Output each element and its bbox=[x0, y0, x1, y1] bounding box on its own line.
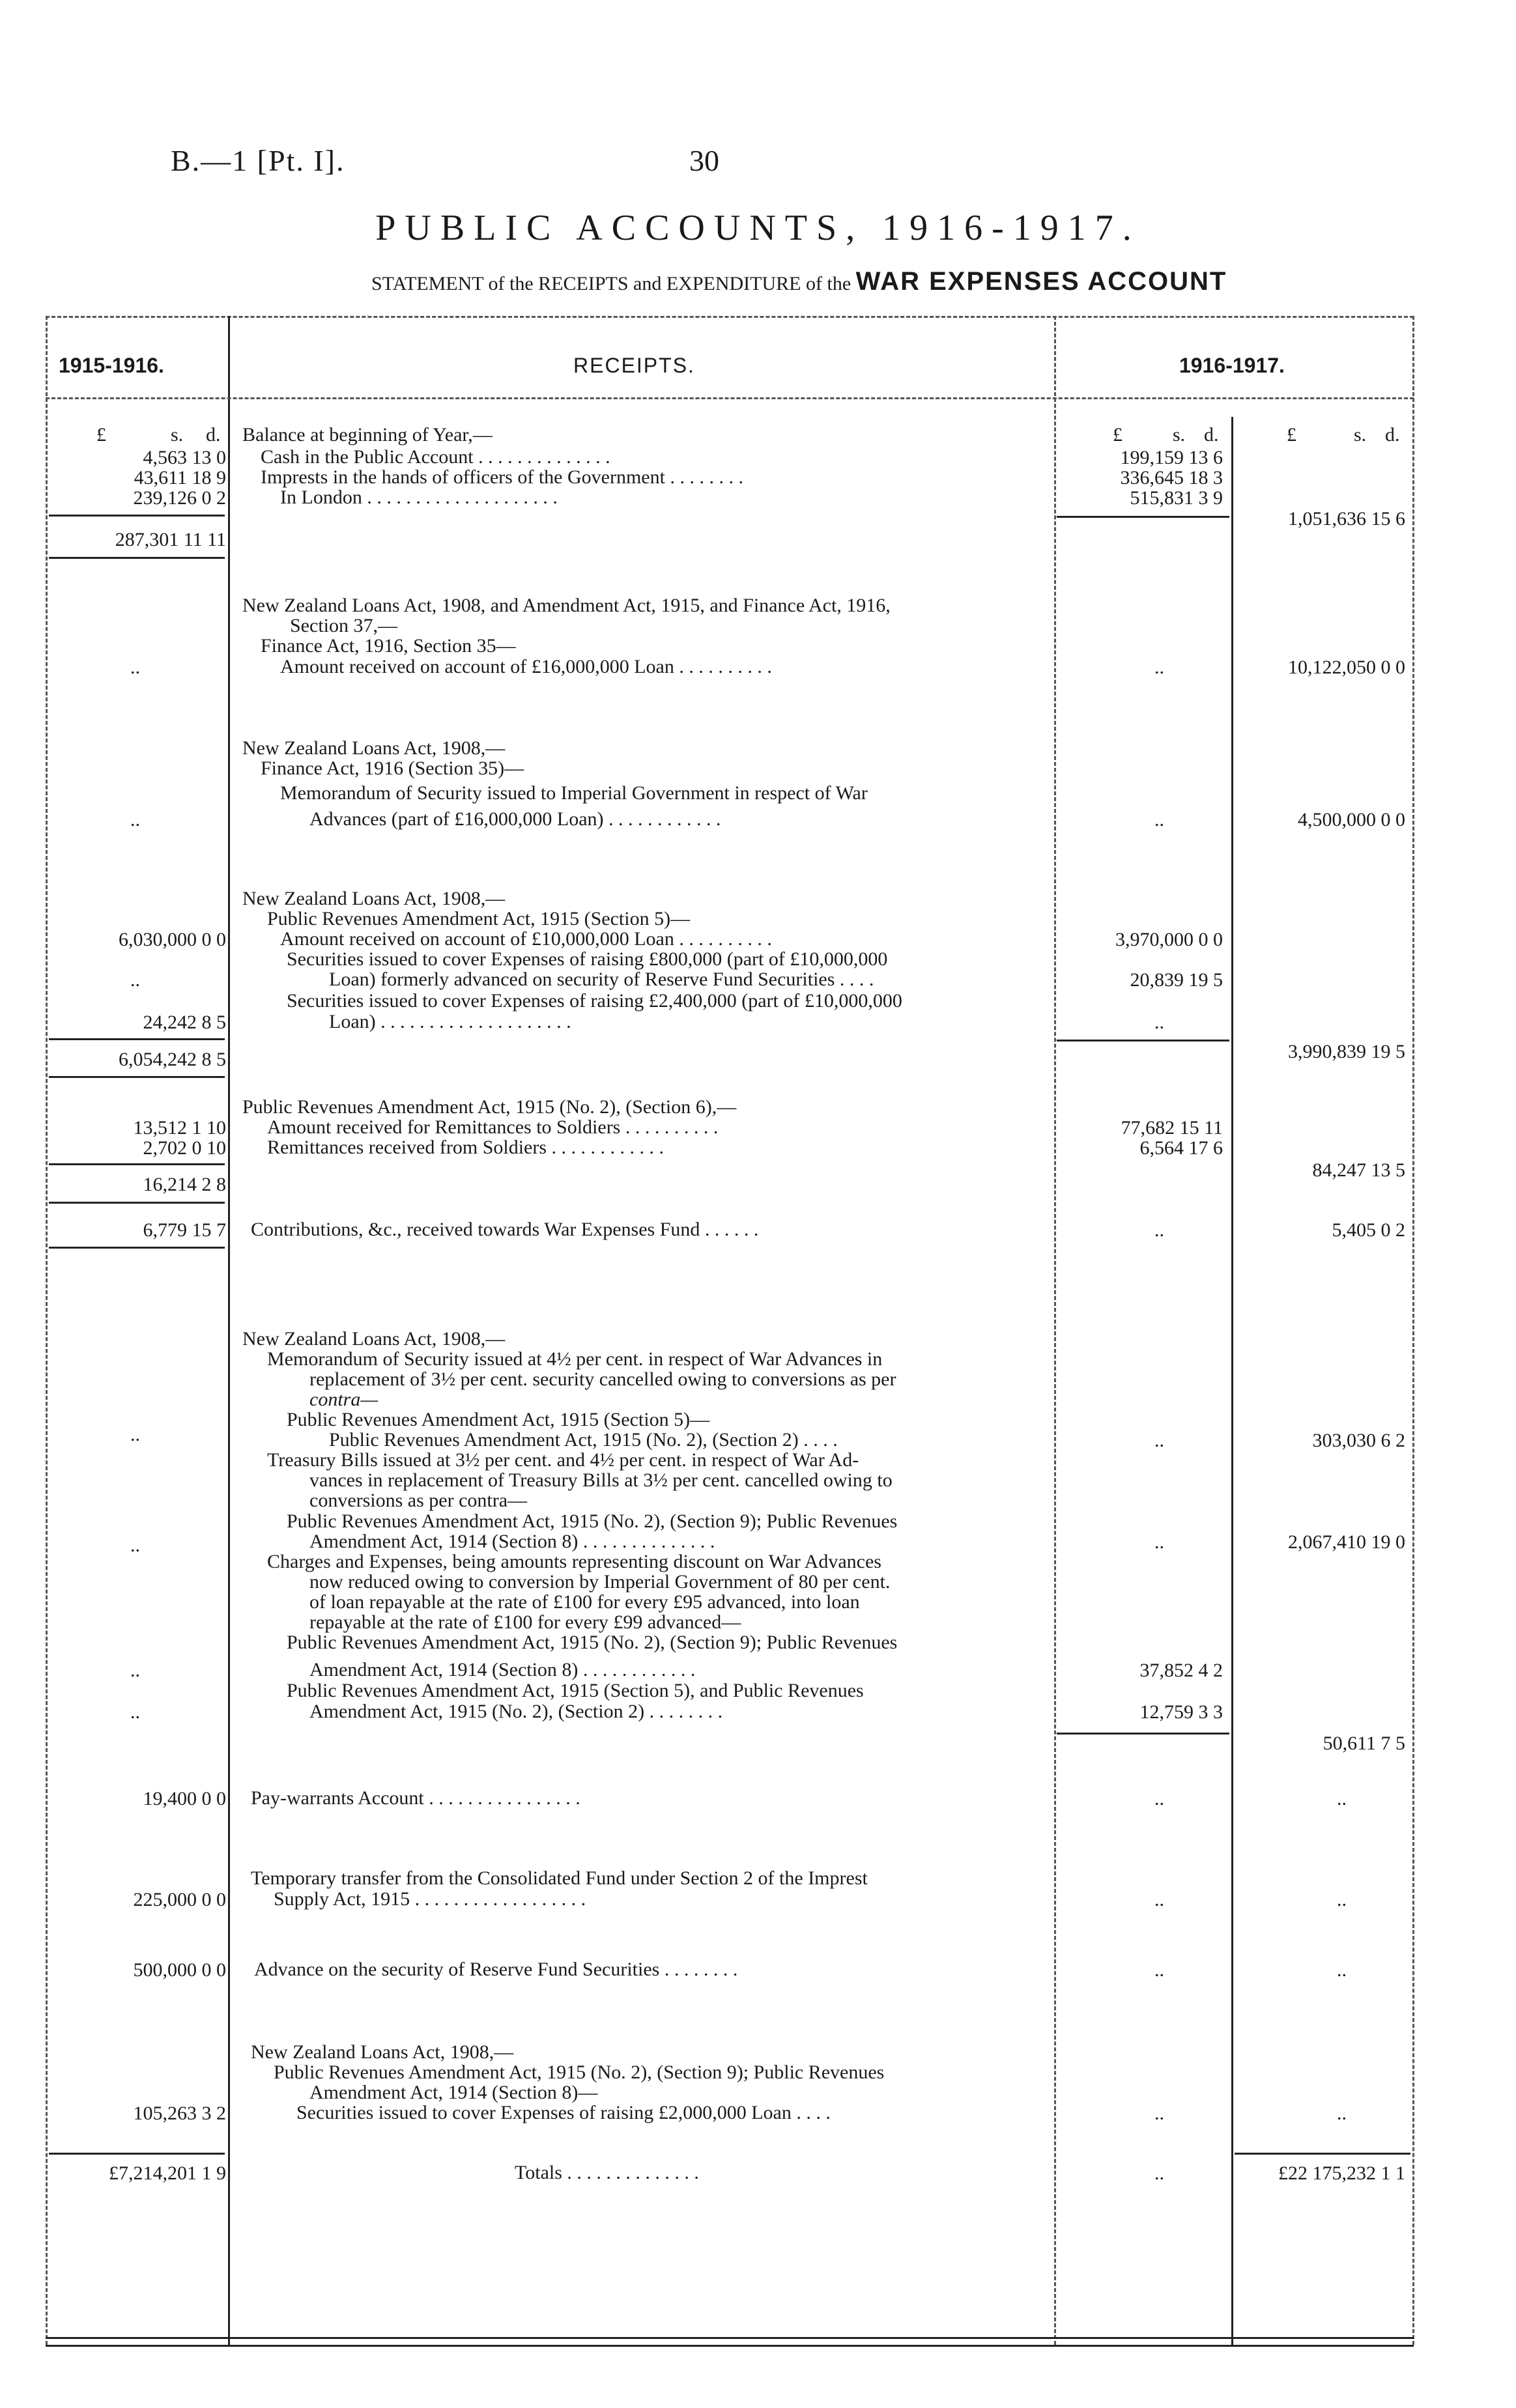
right-amount: 303,030 6 2 bbox=[1312, 1430, 1405, 1451]
column-heading-receipts: RECEIPTS. bbox=[573, 354, 695, 377]
receipt-line: Public Revenues Amendment Act, 1915 (No. 2), (Section 9); Public Revenues bbox=[287, 1510, 898, 1532]
subtotal-rule bbox=[49, 1163, 225, 1165]
left-amount: 6,030,000 0 0 bbox=[119, 929, 226, 950]
total-rule bbox=[1235, 2153, 1410, 2155]
receipt-line: Amendment Act, 1914 (Section 8)— bbox=[309, 2082, 598, 2103]
right-border bbox=[1412, 316, 1414, 2345]
left-amount: 500,000 0 0 bbox=[133, 1959, 226, 1981]
right-amount: 2,067,410 19 0 bbox=[1288, 1531, 1405, 1553]
receipt-line: New Zealand Loans Act, 1908, and Amendment Act, 1915, and Finance Act, 1916, bbox=[242, 595, 891, 616]
mid-amount: .. bbox=[1154, 657, 1164, 678]
statement-subtitle bbox=[371, 267, 1227, 296]
receipt-line: Finance Act, 1916, Section 35— bbox=[261, 635, 516, 657]
left-amount: 105,263 3 2 bbox=[133, 2103, 226, 2124]
receipt-line: of loan repayable at the rate of £100 for every £95 advanced, into loan bbox=[309, 1591, 860, 1613]
receipt-line: Public Revenues Amendment Act, 1915 (Section 5)— bbox=[267, 908, 691, 929]
col-divider-mid bbox=[1054, 316, 1056, 2345]
mid-amount: .. bbox=[1154, 1219, 1164, 1241]
unit-shilling-right: s. bbox=[1354, 424, 1367, 446]
receipt-line: Balance at beginning of Year,— bbox=[242, 424, 493, 446]
receipt-line: Amendment Act, 1914 (Section 8) . . . . . . . . . . . . bbox=[309, 1659, 696, 1680]
mid-amount: 336,645 18 3 bbox=[1120, 467, 1223, 489]
receipt-line: Amount received for Remittances to Soldiers . . . . . . . . . . bbox=[267, 1116, 719, 1138]
total-rule bbox=[49, 2153, 225, 2155]
totals-label: Totals . . . . . . . . . . . . . . bbox=[515, 2162, 699, 2183]
mid-amount: .. bbox=[1154, 1430, 1164, 1451]
receipt-line: New Zealand Loans Act, 1908,— bbox=[242, 1328, 506, 1350]
receipt-line: Loan) formerly advanced on security of Reserve Fund Securities . . . . bbox=[329, 969, 874, 990]
subtotal-rule bbox=[1057, 516, 1229, 518]
mid-amount: 515,831 3 9 bbox=[1130, 487, 1223, 509]
subtitle-small: STATEMENT of the RECEIPTS and EXPENDITURE of the bbox=[371, 273, 851, 294]
subtotal-rule bbox=[49, 1202, 225, 1204]
mid-amount: 6,564 17 6 bbox=[1139, 1137, 1223, 1159]
receipt-line: Imprests in the hands of officers of the Government . . . . . . . . bbox=[261, 466, 743, 488]
left-amount: 287,301 11 11 bbox=[115, 529, 226, 550]
unit-pound-mid: £ bbox=[1113, 424, 1123, 446]
mid-amount: .. bbox=[1154, 2103, 1164, 2124]
receipt-line: vances in replacement of Treasury Bills at 3½ per cent. cancelled owing to bbox=[309, 1469, 893, 1491]
right-amount: 3,990,839 19 5 bbox=[1288, 1041, 1405, 1062]
left-amount: 6,779 15 7 bbox=[143, 1219, 226, 1241]
receipt-line: replacement of 3½ per cent. security cancelled owing to conversions as per bbox=[309, 1368, 896, 1390]
left-amount: 19,400 0 0 bbox=[143, 1788, 226, 1809]
mid-amount: .. bbox=[1154, 2162, 1164, 2184]
mid-amount: .. bbox=[1154, 809, 1164, 830]
right-amount: 50,611 7 5 bbox=[1323, 1733, 1405, 1754]
mid-amount: .. bbox=[1154, 1788, 1164, 1809]
mid-amount: .. bbox=[1154, 1959, 1164, 1981]
receipt-line: Memorandum of Security issued at 4½ per cent. in respect of War Advances in bbox=[267, 1348, 883, 1370]
subtotal-rule bbox=[49, 557, 225, 559]
mid-amount: 20,839 19 5 bbox=[1130, 969, 1223, 991]
receipt-line: Section 37,— bbox=[290, 615, 397, 636]
receipt-line: Amount received on account of £16,000,000 Loan . . . . . . . . . . bbox=[280, 656, 772, 677]
receipt-line: repayable at the rate of £100 for every £99 advanced— bbox=[309, 1611, 741, 1633]
page-number: 30 bbox=[689, 144, 719, 177]
left-amount: .. bbox=[130, 1424, 140, 1445]
column-heading-1916: 1916-1917. bbox=[1179, 354, 1285, 377]
unit-pence-right: d. bbox=[1385, 424, 1400, 446]
receipt-line: Public Revenues Amendment Act, 1915 (No. 2), (Section 9); Public Revenues bbox=[287, 1632, 898, 1653]
left-amount: 24,242 8 5 bbox=[143, 1012, 226, 1033]
right-amount: .. bbox=[1337, 1959, 1347, 1981]
receipt-line: In London . . . . . . . . . . . . . . . . . . . . bbox=[280, 487, 558, 508]
left-amount: 16,214 2 8 bbox=[143, 1174, 226, 1195]
receipt-line: Public Revenues Amendment Act, 1915 (No. 2), (Section 9); Public Revenues bbox=[274, 2061, 885, 2083]
receipt-line: contra— bbox=[309, 1389, 378, 1410]
receipt-line: Public Revenues Amendment Act, 1915 (No. 2), (Section 2) . . . . bbox=[329, 1429, 838, 1451]
receipt-line: Public Revenues Amendment Act, 1915 (No. 2), (Section 6),— bbox=[242, 1096, 737, 1118]
right-amount: .. bbox=[1337, 1788, 1347, 1809]
left-border bbox=[46, 316, 48, 2345]
table-bottom-rule-double bbox=[46, 2345, 1414, 2347]
receipt-line: Advance on the security of Reserve Fund Securities . . . . . . . . bbox=[254, 1959, 738, 1980]
receipt-line: Securities issued to cover Expenses of raising £800,000 (part of £10,000,000 bbox=[287, 948, 888, 970]
document-reference: B.—1 [Pt. I]. bbox=[171, 144, 345, 177]
left-amount: 239,126 0 2 bbox=[133, 487, 226, 509]
unit-pence-mid: d. bbox=[1204, 424, 1219, 446]
right-total: £22 175,232 1 1 bbox=[1278, 2162, 1405, 2184]
receipt-line: Treasury Bills issued at 3½ per cent. and 4½ per cent. in respect of War Ad- bbox=[267, 1449, 859, 1471]
left-amount: 13,512 1 10 bbox=[133, 1117, 226, 1139]
subtotal-rule bbox=[49, 1247, 225, 1249]
right-amount: .. bbox=[1337, 1889, 1347, 1910]
mid-amount: 37,852 4 2 bbox=[1139, 1660, 1223, 1681]
receipt-line: Remittances received from Soldiers . . . . . . . . . . . . bbox=[267, 1137, 665, 1158]
unit-pound-left: £ bbox=[96, 424, 106, 446]
table-top-rule bbox=[46, 316, 1414, 318]
receipt-line: Securities issued to cover Expenses of raising £2,400,000 (part of £10,000,000 bbox=[287, 990, 902, 1012]
left-amount: 225,000 0 0 bbox=[133, 1889, 226, 1910]
table-bottom-rule bbox=[46, 2337, 1414, 2339]
receipt-line: Advances (part of £16,000,000 Loan) . . . . . . . . . . . . bbox=[309, 808, 721, 830]
receipt-line: Securities issued to cover Expenses of raising £2,000,000 Loan . . . . bbox=[296, 2102, 831, 2123]
header-bottom-rule bbox=[46, 397, 1414, 399]
subtotal-rule bbox=[49, 515, 225, 517]
left-amount: 43,611 18 9 bbox=[134, 467, 226, 489]
page-title: PUBLIC ACCOUNTS, 1916-1917. bbox=[375, 208, 1141, 248]
right-amount: 4,500,000 0 0 bbox=[1298, 809, 1405, 830]
right-amount: .. bbox=[1337, 2103, 1347, 2124]
mid-amount: 199,159 13 6 bbox=[1120, 447, 1223, 468]
subtotal-rule bbox=[49, 1076, 225, 1078]
mid-amount: .. bbox=[1154, 1889, 1164, 1910]
receipt-line: New Zealand Loans Act, 1908,— bbox=[251, 2041, 514, 2063]
left-amount: .. bbox=[130, 1701, 140, 1723]
receipt-line: Pay-warrants Account . . . . . . . . . . . . . . . . bbox=[251, 1787, 580, 1809]
col-divider-right bbox=[1231, 417, 1233, 2345]
left-amount: 2,702 0 10 bbox=[143, 1137, 226, 1159]
mid-amount: .. bbox=[1154, 1012, 1164, 1033]
right-amount: 1,051,636 15 6 bbox=[1288, 508, 1405, 530]
receipt-line: New Zealand Loans Act, 1908,— bbox=[242, 737, 506, 759]
unit-shilling-left: s. bbox=[171, 424, 184, 446]
left-amount: .. bbox=[130, 809, 140, 830]
mid-amount: .. bbox=[1154, 1531, 1164, 1553]
receipt-line: Loan) . . . . . . . . . . . . . . . . . . . . bbox=[329, 1011, 571, 1032]
subtotal-rule bbox=[1057, 1040, 1229, 1041]
mid-amount: 3,970,000 0 0 bbox=[1115, 929, 1223, 950]
receipt-line: Contributions, &c., received towards War Expenses Fund . . . . . . bbox=[251, 1219, 759, 1240]
subtotal-rule bbox=[49, 1038, 225, 1040]
mid-amount: 77,682 15 11 bbox=[1121, 1117, 1223, 1139]
receipt-line: Finance Act, 1916 (Section 35)— bbox=[261, 758, 524, 779]
right-amount: 10,122,050 0 0 bbox=[1288, 657, 1405, 678]
receipt-line: Amendment Act, 1915 (No. 2), (Section 2) . . . . . . . . bbox=[309, 1701, 723, 1722]
receipt-line: Public Revenues Amendment Act, 1915 (Section 5), and Public Revenues bbox=[287, 1680, 864, 1701]
receipt-line: Cash in the Public Account . . . . . . . . . . . . . . bbox=[261, 446, 610, 468]
column-heading-1915: 1915-1916. bbox=[59, 354, 164, 377]
unit-pound-right: £ bbox=[1287, 424, 1296, 446]
receipt-line: Public Revenues Amendment Act, 1915 (Section 5)— bbox=[287, 1409, 710, 1430]
receipt-line: Amount received on account of £10,000,000 Loan . . . . . . . . . . bbox=[280, 928, 772, 950]
receipt-line: Amendment Act, 1914 (Section 8) . . . . . . . . . . . . . . bbox=[309, 1531, 715, 1552]
receipt-line: Memorandum of Security issued to Imperial Government in respect of War bbox=[280, 782, 868, 804]
receipt-line: Charges and Expenses, being amounts representing discount on War Advances bbox=[267, 1551, 881, 1572]
mid-amount: 12,759 3 3 bbox=[1139, 1701, 1223, 1723]
unit-shilling-mid: s. bbox=[1173, 424, 1186, 446]
subtotal-rule bbox=[1057, 1733, 1229, 1735]
left-amount: 4,563 13 0 bbox=[143, 447, 226, 468]
right-amount: 84,247 13 5 bbox=[1312, 1159, 1405, 1181]
left-amount: .. bbox=[130, 969, 140, 991]
left-amount: 6,054,242 8 5 bbox=[119, 1049, 226, 1070]
left-amount: .. bbox=[130, 1535, 140, 1556]
receipt-line: Supply Act, 1915 . . . . . . . . . . . . . . . . . . bbox=[274, 1888, 586, 1910]
left-total: £7,214,201 1 9 bbox=[109, 2162, 226, 2184]
right-amount: 5,405 0 2 bbox=[1332, 1219, 1405, 1241]
receipt-line: New Zealand Loans Act, 1908,— bbox=[242, 888, 506, 909]
left-amount: .. bbox=[130, 1660, 140, 1681]
receipt-line: conversions as per contra— bbox=[309, 1490, 528, 1511]
left-amount: .. bbox=[130, 657, 140, 678]
receipt-line: now reduced owing to conversion by Imperial Government of 80 per cent. bbox=[309, 1571, 891, 1593]
unit-pence-left: d. bbox=[206, 424, 221, 446]
col-divider-left bbox=[228, 316, 230, 2345]
subtitle-account-name: WAR EXPENSES ACCOUNT bbox=[855, 267, 1227, 296]
receipt-line: Temporary transfer from the Consolidated Fund under Section 2 of the Imprest bbox=[251, 1867, 868, 1889]
